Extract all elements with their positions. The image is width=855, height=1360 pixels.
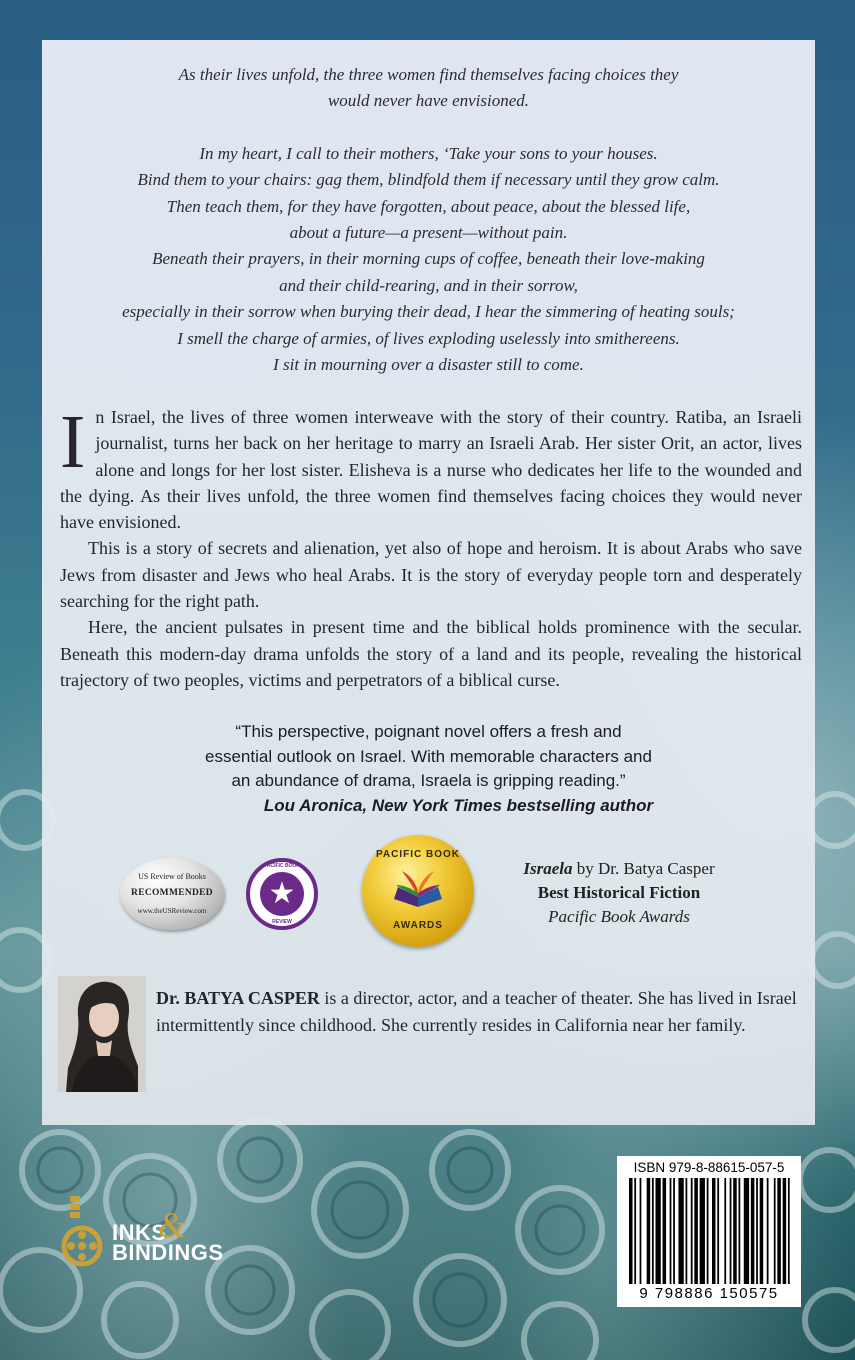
barcode-bar — [634, 1178, 636, 1284]
barcode-bar — [733, 1178, 737, 1284]
pacific-book-review-badge — [246, 858, 318, 930]
seal-text: PACIFIC BOOK — [375, 849, 461, 860]
barcode-bar — [629, 1178, 633, 1284]
poem-line: As their lives unfold, the three women find themselves facing choices they — [178, 65, 679, 84]
publisher-word-bindings: BINDINGS — [112, 1240, 224, 1265]
quote-line: essential outlook on Israel. With memorable characters and — [205, 746, 652, 766]
quote-line: “This perspective, poignant novel offers a fresh and — [235, 722, 622, 741]
poem-line: about a future—a present—without pain. — [289, 223, 568, 243]
barcode-bar — [670, 1178, 672, 1284]
barcode-bar — [686, 1178, 688, 1284]
author-portrait-image — [58, 976, 146, 1092]
text-panel — [42, 40, 815, 1125]
award-organization: Pacific Book Awards — [548, 907, 690, 926]
author-bio — [156, 985, 804, 1038]
badge-text: REVIEW — [272, 919, 292, 925]
barcode-bars — [629, 1178, 795, 1284]
barcode-bar — [655, 1178, 660, 1284]
synopsis-paragraph-2: This is a story of secrets and alienation, yet also of hope and heroism. It is about Arabs who save Jews from disaster and Jews who heal Arabs. It is the story of everyday people torn and desperately searching for the right path. — [60, 538, 802, 612]
star-icon: ★ — [260, 872, 304, 916]
barcode-bar — [691, 1178, 693, 1284]
isbn-barcode — [617, 1156, 801, 1307]
seal-text: AWARDS — [393, 920, 443, 931]
poem-line: would never have envisioned. — [327, 91, 530, 111]
barcode-digits: 9 798886 150575 — [639, 1285, 779, 1302]
barcode-bar — [673, 1178, 675, 1284]
award-author: by Dr. Batya Casper — [572, 859, 715, 878]
barcode-bar — [724, 1178, 726, 1284]
barcode-bar — [712, 1178, 716, 1284]
quote-line: an abundance of drama, Israela is gripping reading.” — [231, 771, 626, 790]
badge-text: RECOMMENDED — [131, 888, 213, 898]
poem-stanza-gap — [42, 115, 815, 141]
quote-author: Lou Aronica, New York Times bestselling author — [263, 795, 654, 815]
book-title: Israela — [523, 859, 573, 878]
synopsis-paragraph-1-text: n Israel, the lives of three women interweave with the story of their country. Ratiba, an Israeli journalist, turns her back on her heritage to marry an Israeli Arab. Her sister Orit, an actor, lives alone and longs for her lost sister. Elisheva is a nurse who dedicates her life to the wounded and the dying. As their lives unfold, the three women find themselves facing choices they would never have envisioned. — [60, 407, 802, 533]
publisher-ampersand: & — [158, 1205, 187, 1245]
barcode-bar — [788, 1178, 790, 1284]
barcode-bar — [760, 1178, 764, 1284]
review-quote — [42, 720, 815, 818]
us-review-of-books-badge — [120, 858, 224, 930]
award-category: Best Historical Fiction — [537, 883, 701, 902]
barcode-bar — [694, 1178, 698, 1284]
barcode-bar — [652, 1178, 654, 1284]
barcode-bar — [678, 1178, 683, 1284]
poem-line: especially in their sorrow when burying their dead, I hear the simmering of heating souls; — [122, 302, 735, 322]
poem-line: Then teach them, for they have forgotten, about peace, about the blessed life, — [166, 196, 691, 216]
barcode-bar — [783, 1178, 787, 1284]
barcode-bar — [640, 1178, 642, 1284]
synopsis-paragraph-3: Here, the ancient pulsates in present time and the biblical holds prominence with the secular. Beneath this modern-day drama unfolds the story of a land and its people, revealing the historical trajectory of two peoples, victims and perpetrators of a biblical curse. — [60, 617, 802, 690]
drop-cap: I — [60, 400, 86, 484]
poem-line: In my heart, I call to their mothers, ‘Take your sons to your houses. — [199, 143, 658, 163]
synopsis — [60, 400, 802, 693]
barcode-bar — [774, 1178, 776, 1284]
barcode-bar — [744, 1178, 749, 1284]
award-title-line — [494, 857, 744, 881]
synopsis-paragraph-1 — [60, 400, 802, 535]
barcode-bar — [663, 1178, 667, 1284]
publisher-logo — [60, 1190, 260, 1280]
poem-line: I smell the charge of armies, of lives exploding uselessly into smithereens. — [177, 328, 680, 348]
poem-line: Bind them to your chairs: gag them, blindfold them if necessary until they grow calm. — [137, 170, 720, 190]
barcode-bar — [756, 1178, 758, 1284]
barcode-bar — [767, 1178, 769, 1284]
barcode-bar — [647, 1178, 651, 1284]
poem-line: Beneath their prayers, in their morning cups of coffee, beneath their love-making — [152, 249, 705, 269]
film-reel-icon — [60, 1190, 112, 1280]
poem-line: I sit in mourning over a disaster still to come. — [273, 355, 584, 375]
open-book-flame-icon — [388, 865, 448, 915]
award-caption — [494, 857, 744, 929]
barcode-bar — [717, 1178, 719, 1284]
barcode-bar — [738, 1178, 740, 1284]
badge-text: PACIFIC BOOK — [263, 863, 301, 869]
barcode-bar — [707, 1178, 709, 1284]
barcode-bar — [777, 1178, 781, 1284]
pacific-book-awards-seal — [362, 835, 474, 947]
badge-text: US Review of Books — [138, 872, 206, 881]
barcode-bar — [700, 1178, 705, 1284]
barcode-bar — [751, 1178, 755, 1284]
author-bio-text: is a director, actor, and a teacher of theater. She has lived in Israel intermittently since childhood. She currently resides in California near her family. — [156, 988, 797, 1035]
publisher-word-inks: INKS — [112, 1220, 167, 1245]
epigraph-poem — [42, 62, 815, 378]
barcode-bar — [730, 1178, 732, 1284]
badge-text: www.theUSReview.com — [137, 907, 207, 915]
poem-line: and their child-rearing, and in their sorrow, — [279, 275, 578, 295]
isbn-label: ISBN 979-8-88615-057-5 — [633, 1160, 785, 1175]
author-photo — [58, 976, 146, 1092]
author-name: Dr. BATYA CASPER — [156, 988, 320, 1008]
